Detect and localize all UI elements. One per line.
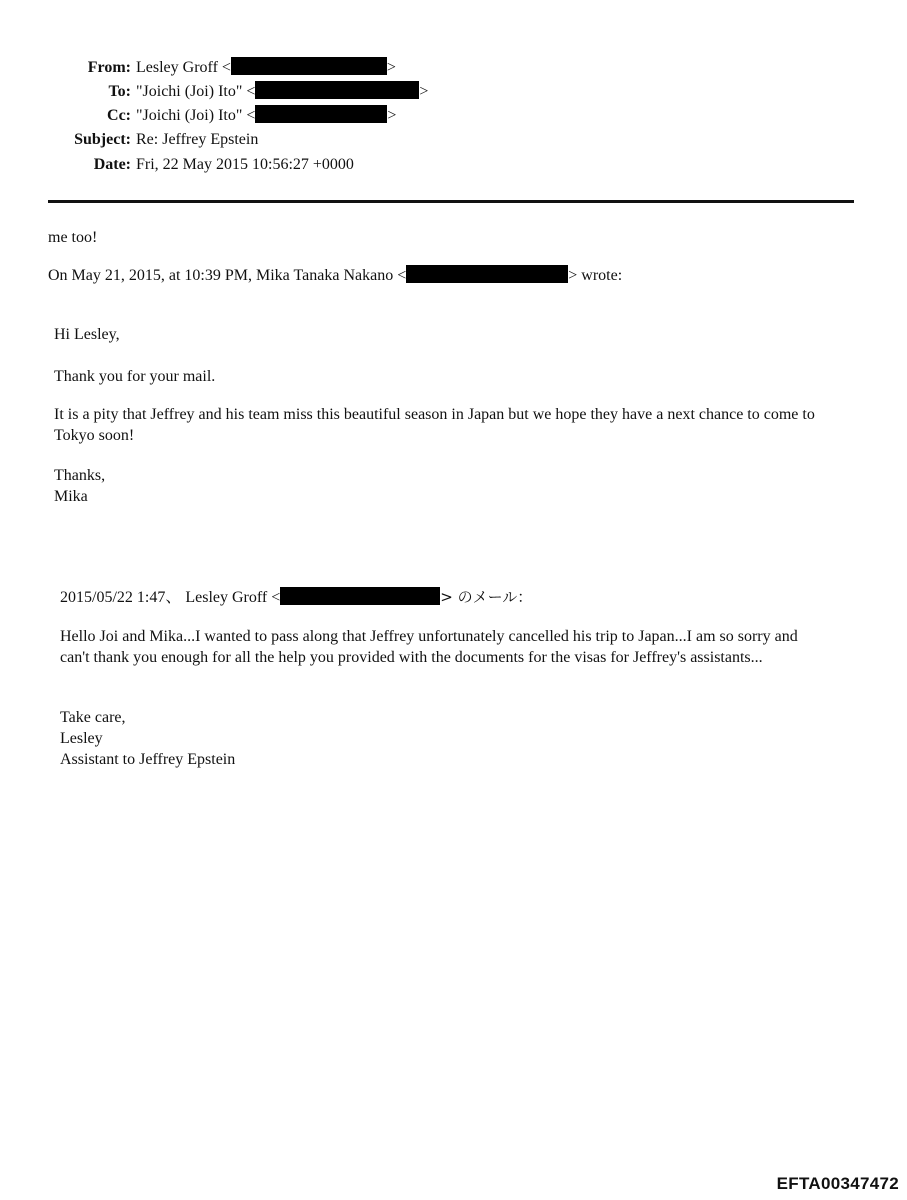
cc-close: > <box>387 107 397 124</box>
redaction-block <box>280 587 440 605</box>
to-close: > <box>419 83 429 100</box>
quote2-name: Lesley <box>60 730 103 747</box>
from-label: From: <box>87 59 131 76</box>
quote2-intro <box>60 587 532 608</box>
header-to-row <box>0 80 907 104</box>
cc-value <box>136 104 396 128</box>
header-cc-row <box>0 104 907 128</box>
date-value: Fri, 22 May 2015 10:56:27 +0000 <box>136 156 354 173</box>
bates-number: EFTA00347472 <box>776 1174 899 1193</box>
subject-label: Subject: <box>74 131 131 148</box>
to-name: "Joichi (Joi) Ito" < <box>136 83 256 100</box>
date-label: Date: <box>93 156 131 173</box>
to-label: To: <box>108 83 131 100</box>
redaction-block <box>255 81 419 99</box>
quote1-signoff: Thanks, <box>54 467 106 484</box>
header-date-row <box>0 153 907 177</box>
quote2-paragraph: Hello Joi and Mika...I wanted to pass along that Jeffrey unfortunately cancelled his trip to Japan...I am so sorry and can't thank you enough for all the help you provided with the documents for the visas for Jeffrey's assistants... <box>60 628 798 666</box>
from-close: > <box>386 59 396 76</box>
quote1-name: Mika <box>54 488 88 505</box>
header-from-row <box>0 56 907 80</box>
reply-text: me too! <box>48 229 98 246</box>
header-divider <box>48 200 854 203</box>
quote1-line2: It is a pity that Jeffrey and his team miss this beautiful season in Japan but we hope they have a next chance to come to Tokyo soon! <box>54 406 815 444</box>
header-subject-row <box>0 128 907 152</box>
redaction-block <box>406 265 568 283</box>
quote1-greeting: Hi Lesley, <box>54 326 120 343</box>
quote2-intro-pre: 2015/05/22 1:47、 Lesley Groff < <box>60 589 281 606</box>
cc-name: "Joichi (Joi) Ito" < <box>136 107 256 124</box>
quote1-line1: Thank you for your mail. <box>54 368 216 385</box>
redaction-block <box>231 57 387 75</box>
redaction-block <box>255 105 387 123</box>
from-name: Lesley Groff < <box>136 59 231 76</box>
to-value <box>136 80 428 104</box>
quote1-intro-pre: On May 21, 2015, at 10:39 PM, Mika Tanaka Nakano < <box>48 267 407 284</box>
quote1-intro-post: > wrote: <box>568 267 623 284</box>
subject-value: Re: Jeffrey Epstein <box>136 131 259 148</box>
quote2-intro-post: > のメール： <box>440 588 533 606</box>
from-value <box>136 56 396 80</box>
quote2-title: Assistant to Jeffrey Epstein <box>60 751 236 768</box>
quote2-signoff: Take care, <box>60 709 126 726</box>
quote1-intro <box>48 265 622 286</box>
cc-label: Cc: <box>107 107 131 124</box>
